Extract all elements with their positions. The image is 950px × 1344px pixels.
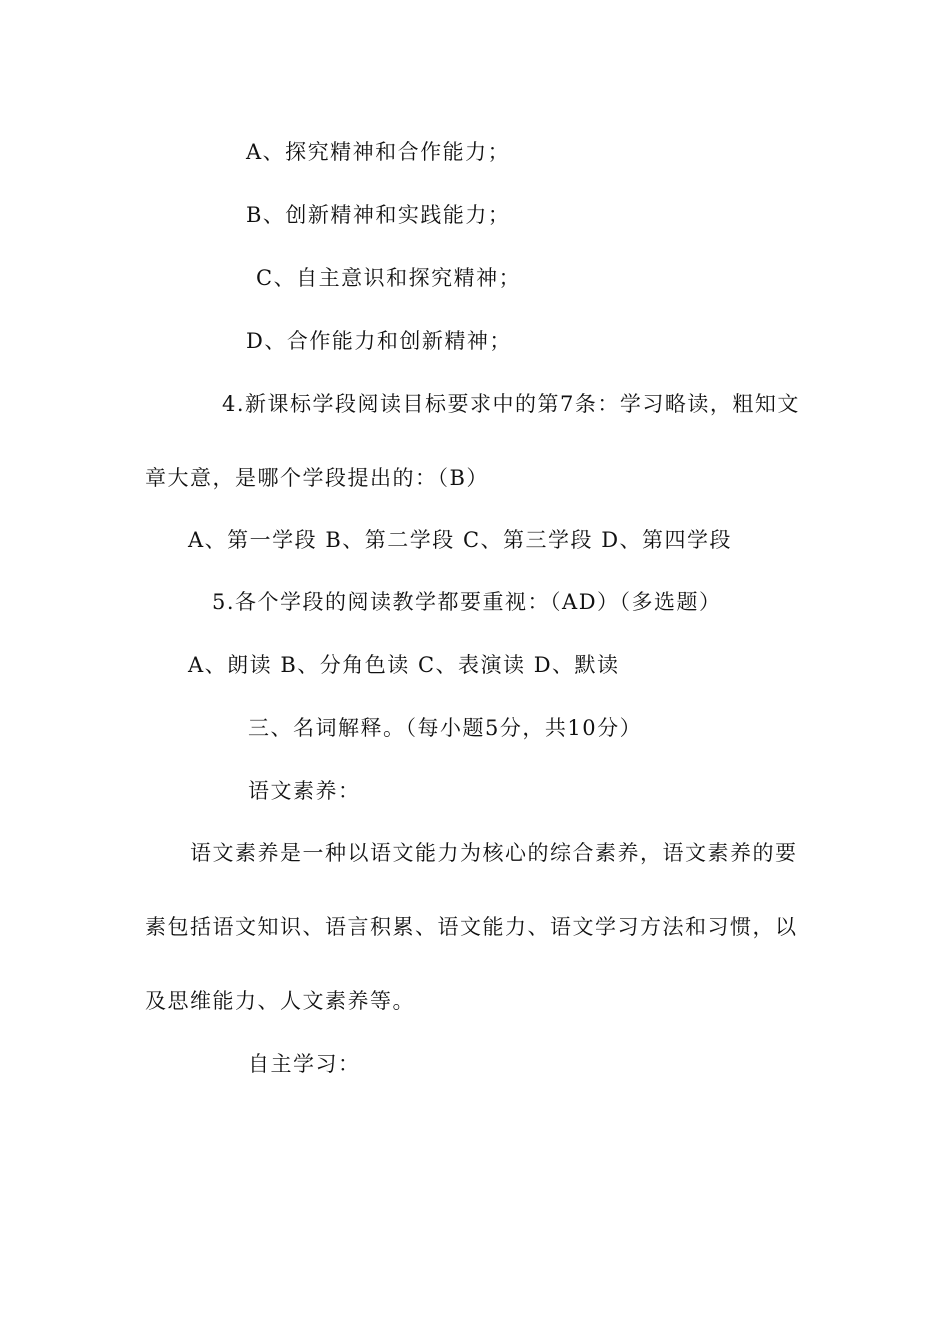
q4-question-line1: 4.新课标学段阅读目标要求中的第7条：学习略读，粗知文: [222, 392, 800, 416]
q5-options: A、朗读 B、分角色读 C、表演读 D、默读: [188, 653, 620, 677]
definition-line-1: 语文素养是一种以语文能力为核心的综合素养，语文素养的要: [190, 841, 798, 865]
q3-option-b: B、创新精神和实践能力；: [246, 203, 511, 227]
q3-option-d: D、合作能力和创新精神；: [246, 329, 512, 353]
q5-question: 5.各个学段的阅读教学都要重视：（AD）（多选题）: [212, 590, 722, 614]
q4-options: A、第一学段 B、第二学段 C、第三学段 D、第四学段: [188, 528, 733, 552]
term-title: 自主学习：: [248, 1052, 361, 1076]
q4-question-line2: 章大意，是哪个学段提出的：（B）: [145, 466, 489, 490]
definition-line-3: 及思维能力、人文素养等。: [145, 989, 415, 1013]
q3-option-a: A、探究精神和合作能力；: [246, 140, 511, 164]
section-heading: 三、名词解释。（每小题5分，共10分）: [248, 716, 643, 740]
q3-option-c: C、自主意识和探究精神；: [256, 266, 522, 290]
definition-line-2: 素包括语文知识、语言积累、语文能力、语文学习方法和习惯，以: [145, 915, 798, 939]
term-title: 语文素养：: [248, 779, 361, 803]
